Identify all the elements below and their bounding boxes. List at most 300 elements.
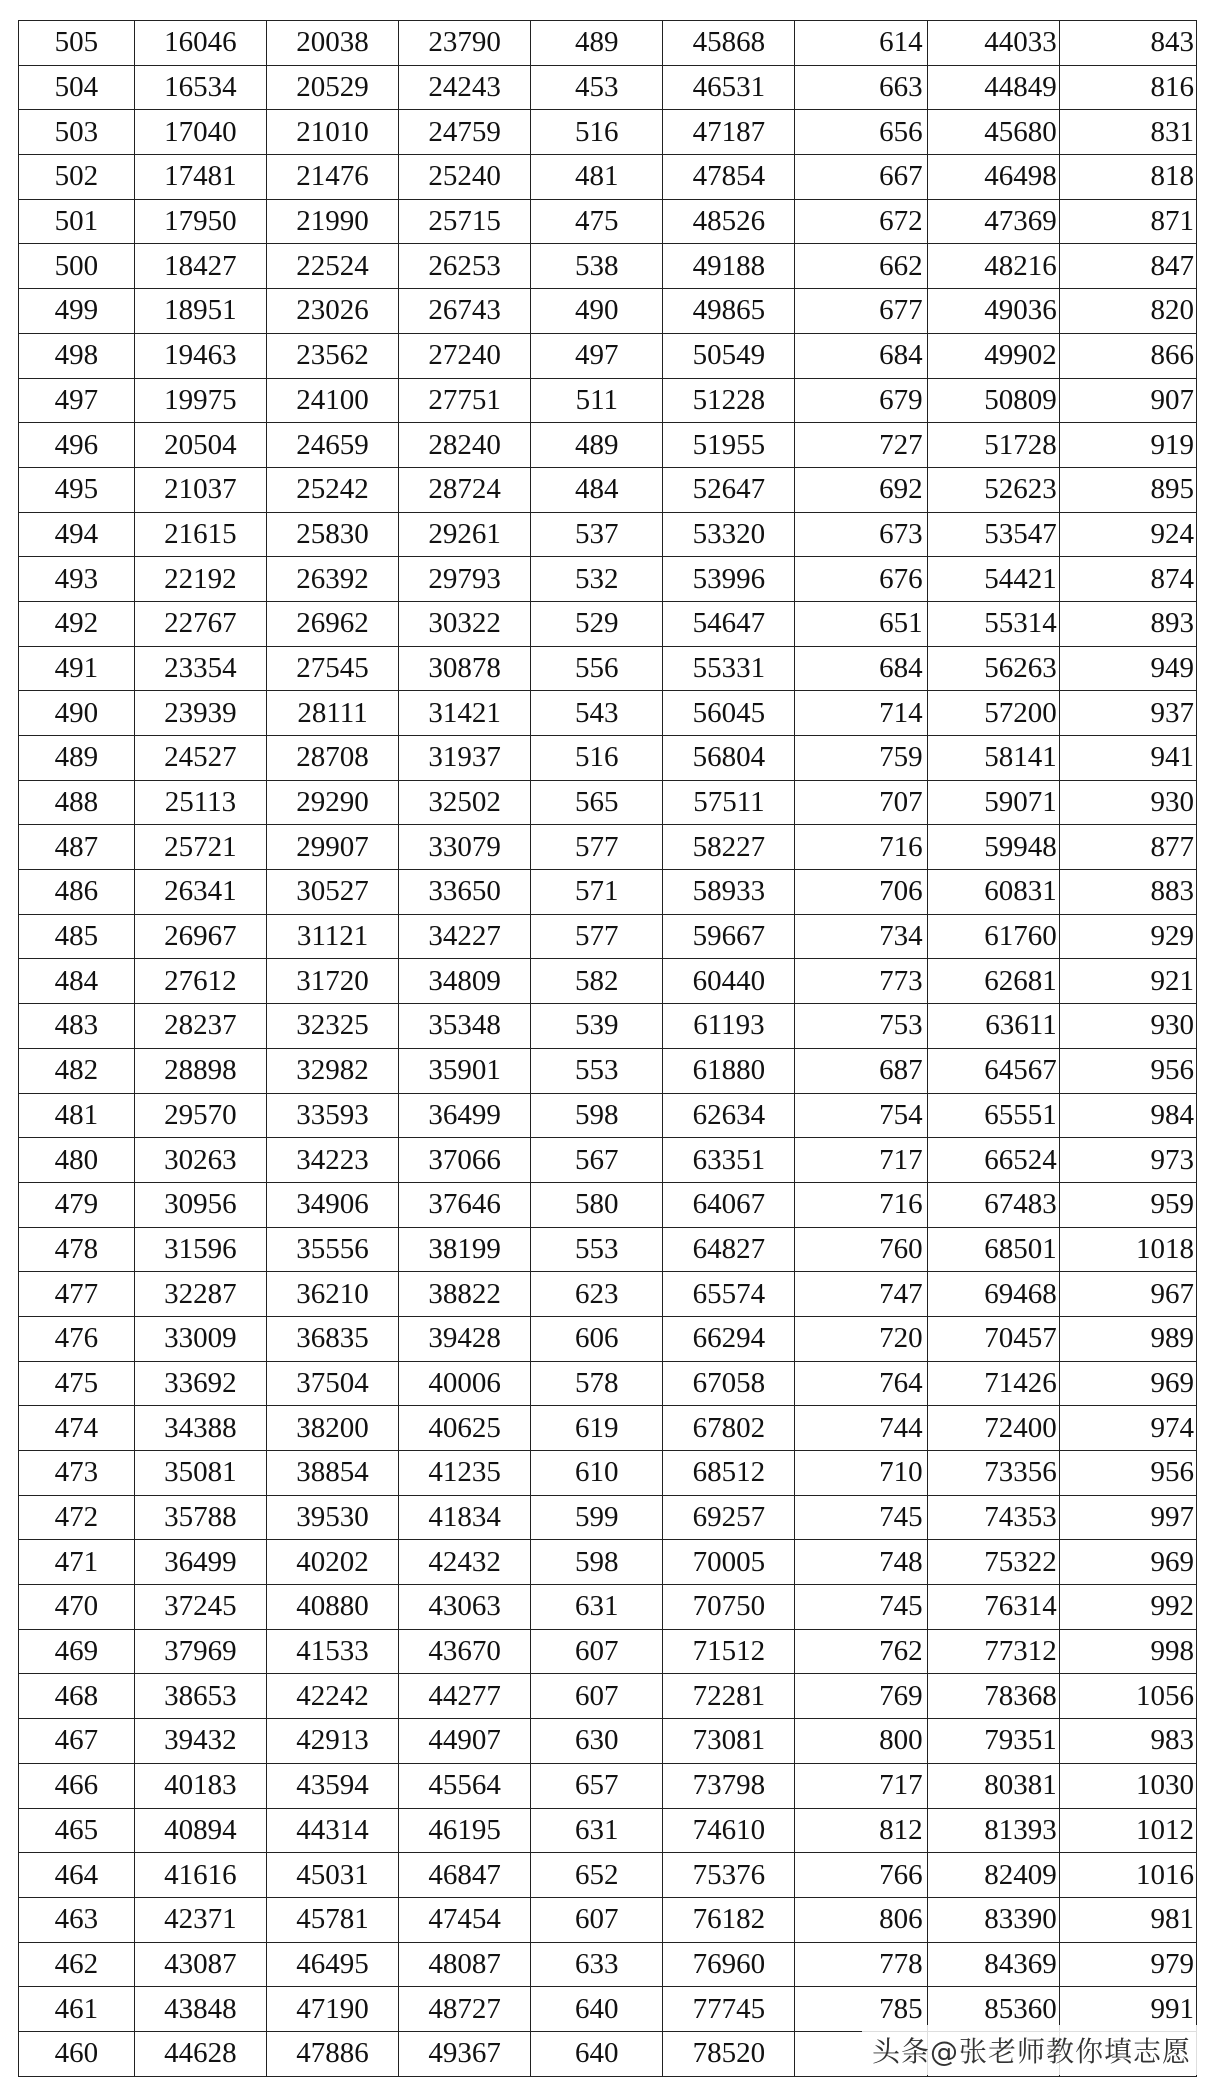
table-cell: 72281 — [663, 1674, 795, 1719]
table-cell: 1030 — [1059, 1763, 1196, 1808]
table-cell: 59667 — [663, 914, 795, 959]
table-cell: 73798 — [663, 1763, 795, 1808]
table-cell: 461 — [19, 1987, 135, 2032]
table-cell: 883 — [1059, 870, 1196, 915]
table-cell: 33009 — [134, 1316, 266, 1361]
table-cell: 537 — [531, 512, 663, 557]
table-cell: 60831 — [927, 870, 1059, 915]
table-row — [19, 289, 1197, 334]
table-row — [19, 691, 1197, 736]
table-row — [19, 1853, 1197, 1898]
table-cell: 43594 — [266, 1763, 398, 1808]
table-cell: 32502 — [399, 780, 531, 825]
table-cell: 38653 — [134, 1674, 266, 1719]
table-cell: 62681 — [927, 959, 1059, 1004]
table-cell: 34388 — [134, 1406, 266, 1451]
table-cell: 747 — [795, 1272, 927, 1317]
table-cell: 28240 — [399, 423, 531, 468]
table-cell: 490 — [19, 691, 135, 736]
table-cell: 31421 — [399, 691, 531, 736]
table-cell: 33650 — [399, 870, 531, 915]
table-cell: 494 — [19, 512, 135, 557]
table-cell: 453 — [531, 65, 663, 110]
table-cell: 66294 — [663, 1316, 795, 1361]
table-row — [19, 378, 1197, 423]
table-cell: 28111 — [266, 691, 398, 736]
table-cell: 26967 — [134, 914, 266, 959]
table-cell: 607 — [531, 1897, 663, 1942]
table-cell: 662 — [795, 244, 927, 289]
table-cell: 55314 — [927, 601, 1059, 646]
table-cell: 652 — [531, 1853, 663, 1898]
table-cell: 847 — [1059, 244, 1196, 289]
table-row — [19, 1093, 1197, 1138]
table-cell: 22767 — [134, 601, 266, 646]
table-cell: 816 — [1059, 65, 1196, 110]
table-cell: 29261 — [399, 512, 531, 557]
table-cell: 919 — [1059, 423, 1196, 468]
table-cell: 23354 — [134, 646, 266, 691]
table-cell: 70005 — [663, 1540, 795, 1585]
table-cell: 74353 — [927, 1495, 1059, 1540]
table-cell: 20529 — [266, 65, 398, 110]
table-cell: 49865 — [663, 289, 795, 334]
table-cell: 52623 — [927, 467, 1059, 512]
table-cell: 614 — [795, 21, 927, 66]
table-cell: 51228 — [663, 378, 795, 423]
table-cell: 33692 — [134, 1361, 266, 1406]
table-cell: 67058 — [663, 1361, 795, 1406]
table-cell: 924 — [1059, 512, 1196, 557]
table-cell: 497 — [19, 378, 135, 423]
table-cell: 35788 — [134, 1495, 266, 1540]
table-cell: 73081 — [663, 1719, 795, 1764]
table-cell: 471 — [19, 1540, 135, 1585]
table-cell: 484 — [19, 959, 135, 1004]
table-cell: 937 — [1059, 691, 1196, 736]
table-cell: 22192 — [134, 557, 266, 602]
table-cell: 76314 — [927, 1585, 1059, 1630]
table-cell: 20038 — [266, 21, 398, 66]
table-cell: 53320 — [663, 512, 795, 557]
table-cell: 67802 — [663, 1406, 795, 1451]
table-cell: 44628 — [134, 2031, 266, 2076]
table-cell: 57200 — [927, 691, 1059, 736]
table-cell: 44907 — [399, 1719, 531, 1764]
table-cell: 500 — [19, 244, 135, 289]
table-cell: 481 — [531, 155, 663, 200]
table-cell: 619 — [531, 1406, 663, 1451]
table-cell: 36835 — [266, 1316, 398, 1361]
table-cell: 539 — [531, 1004, 663, 1049]
table-cell: 565 — [531, 780, 663, 825]
table-cell: 769 — [795, 1674, 927, 1719]
table-body — [19, 21, 1197, 2077]
table-cell: 56045 — [663, 691, 795, 736]
table-cell: 23026 — [266, 289, 398, 334]
table-cell: 481 — [19, 1093, 135, 1138]
table-cell: 35348 — [399, 1004, 531, 1049]
table-cell: 716 — [795, 825, 927, 870]
table-cell: 37969 — [134, 1629, 266, 1674]
table-row — [19, 1808, 1197, 1853]
table-cell: 48526 — [663, 199, 795, 244]
table-cell: 973 — [1059, 1138, 1196, 1183]
table-cell: 493 — [19, 557, 135, 602]
table-row — [19, 736, 1197, 781]
table-cell: 640 — [531, 2031, 663, 2076]
table-cell: 33593 — [266, 1093, 398, 1138]
table-cell: 75376 — [663, 1853, 795, 1898]
table-cell: 25242 — [266, 467, 398, 512]
table-cell: 78368 — [927, 1674, 1059, 1719]
table-cell: 76182 — [663, 1897, 795, 1942]
table-cell: 72400 — [927, 1406, 1059, 1451]
table-cell: 871 — [1059, 199, 1196, 244]
table-cell: 80381 — [927, 1763, 1059, 1808]
table-cell: 496 — [19, 423, 135, 468]
table-cell: 764 — [795, 1361, 927, 1406]
table-cell: 785 — [795, 1987, 927, 2032]
table-cell: 47454 — [399, 1897, 531, 1942]
table-cell: 998 — [1059, 1629, 1196, 1674]
table-cell: 24659 — [266, 423, 398, 468]
table-cell: 58227 — [663, 825, 795, 870]
table-cell: 706 — [795, 870, 927, 915]
table-cell: 663 — [795, 65, 927, 110]
table-cell: 40006 — [399, 1361, 531, 1406]
table-cell: 941 — [1059, 736, 1196, 781]
table-cell: 895 — [1059, 467, 1196, 512]
table-cell: 489 — [531, 423, 663, 468]
table-cell: 479 — [19, 1182, 135, 1227]
table-cell: 36499 — [134, 1540, 266, 1585]
table-cell: 983 — [1059, 1719, 1196, 1764]
table-cell: 23790 — [399, 21, 531, 66]
table-cell: 623 — [531, 1272, 663, 1317]
table-cell: 679 — [795, 378, 927, 423]
table-cell: 21010 — [266, 110, 398, 155]
table-row — [19, 199, 1197, 244]
table-cell: 77312 — [927, 1629, 1059, 1674]
table-cell: 83390 — [927, 1897, 1059, 1942]
table-cell: 30956 — [134, 1182, 266, 1227]
table-cell: 39432 — [134, 1719, 266, 1764]
table-cell: 631 — [531, 1808, 663, 1853]
table-cell: 45781 — [266, 1897, 398, 1942]
table-cell: 930 — [1059, 780, 1196, 825]
table-cell: 46495 — [266, 1942, 398, 1987]
table-cell: 553 — [531, 1048, 663, 1093]
table-cell: 482 — [19, 1048, 135, 1093]
table-cell: 19975 — [134, 378, 266, 423]
table-cell: 473 — [19, 1451, 135, 1496]
table-cell: 476 — [19, 1316, 135, 1361]
table-cell: 47369 — [927, 199, 1059, 244]
table-cell: 25830 — [266, 512, 398, 557]
table-cell: 73356 — [927, 1451, 1059, 1496]
table-cell: 31937 — [399, 736, 531, 781]
table-cell: 17950 — [134, 199, 266, 244]
table-cell: 31720 — [266, 959, 398, 1004]
table-cell: 921 — [1059, 959, 1196, 1004]
table-cell: 707 — [795, 780, 927, 825]
table-cell: 25721 — [134, 825, 266, 870]
table-cell: 19463 — [134, 333, 266, 378]
table-cell: 35901 — [399, 1048, 531, 1093]
table-cell: 470 — [19, 1585, 135, 1630]
table-cell: 30263 — [134, 1138, 266, 1183]
table-cell: 24100 — [266, 378, 398, 423]
table-cell: 492 — [19, 601, 135, 646]
table-cell: 30527 — [266, 870, 398, 915]
table-row — [19, 1763, 1197, 1808]
table-cell: 50549 — [663, 333, 795, 378]
table-cell: 56263 — [927, 646, 1059, 691]
table-cell: 34227 — [399, 914, 531, 959]
table-cell: 717 — [795, 1138, 927, 1183]
table-cell: 47187 — [663, 110, 795, 155]
table-cell: 556 — [531, 646, 663, 691]
table-cell: 745 — [795, 1585, 927, 1630]
table-cell: 40183 — [134, 1763, 266, 1808]
table-cell: 41616 — [134, 1853, 266, 1898]
table-row — [19, 1540, 1197, 1585]
table-cell: 24243 — [399, 65, 531, 110]
table-cell: 529 — [531, 601, 663, 646]
table-cell: 51955 — [663, 423, 795, 468]
table-cell: 36210 — [266, 1272, 398, 1317]
table-cell: 778 — [795, 1942, 927, 1987]
table-cell: 49036 — [927, 289, 1059, 334]
table-cell: 49902 — [927, 333, 1059, 378]
table-cell: 498 — [19, 333, 135, 378]
table-cell: 463 — [19, 1897, 135, 1942]
table-cell: 38199 — [399, 1227, 531, 1272]
table-row — [19, 155, 1197, 200]
table-cell: 979 — [1059, 1942, 1196, 1987]
table-cell: 61193 — [663, 1004, 795, 1049]
table-row — [19, 1629, 1197, 1674]
table-cell: 716 — [795, 1182, 927, 1227]
table-cell: 598 — [531, 1540, 663, 1585]
table-cell: 38854 — [266, 1451, 398, 1496]
table-cell: 84369 — [927, 1942, 1059, 1987]
table-cell: 489 — [19, 736, 135, 781]
table-row — [19, 1495, 1197, 1540]
table-cell: 475 — [19, 1361, 135, 1406]
table-cell: 949 — [1059, 646, 1196, 691]
table-cell: 68512 — [663, 1451, 795, 1496]
table-cell: 58933 — [663, 870, 795, 915]
table-cell: 65551 — [927, 1093, 1059, 1138]
table-cell: 44849 — [927, 65, 1059, 110]
table-cell: 69257 — [663, 1495, 795, 1540]
table-cell: 61760 — [927, 914, 1059, 959]
table-cell: 502 — [19, 155, 135, 200]
table-cell: 42913 — [266, 1719, 398, 1764]
table-row — [19, 1182, 1197, 1227]
table-cell: 26962 — [266, 601, 398, 646]
table-cell: 484 — [531, 467, 663, 512]
table-cell: 633 — [531, 1942, 663, 1987]
table-cell: 50809 — [927, 378, 1059, 423]
table-row — [19, 21, 1197, 66]
table-cell: 52647 — [663, 467, 795, 512]
table-cell: 877 — [1059, 825, 1196, 870]
table-cell: 806 — [795, 1897, 927, 1942]
table-cell: 812 — [795, 1808, 927, 1853]
table-cell: 46498 — [927, 155, 1059, 200]
table-cell: 516 — [531, 736, 663, 781]
table-cell: 598 — [531, 1093, 663, 1138]
table-cell: 48087 — [399, 1942, 531, 1987]
table-cell: 65574 — [663, 1272, 795, 1317]
table-cell: 21615 — [134, 512, 266, 557]
table-cell: 599 — [531, 1495, 663, 1540]
table-cell: 82409 — [927, 1853, 1059, 1898]
table-cell: 45868 — [663, 21, 795, 66]
table-row — [19, 870, 1197, 915]
table-cell: 754 — [795, 1093, 927, 1138]
table-cell: 692 — [795, 467, 927, 512]
table-cell: 488 — [19, 780, 135, 825]
table-cell: 47854 — [663, 155, 795, 200]
table-cell: 981 — [1059, 1897, 1196, 1942]
table-cell: 504 — [19, 65, 135, 110]
table-cell: 54421 — [927, 557, 1059, 602]
table-cell: 640 — [531, 1987, 663, 2032]
table-cell: 538 — [531, 244, 663, 289]
table-cell: 543 — [531, 691, 663, 736]
table-row — [19, 1361, 1197, 1406]
table-cell: 34906 — [266, 1182, 398, 1227]
table-cell: 44033 — [927, 21, 1059, 66]
table-cell: 47886 — [266, 2031, 398, 2076]
table-cell: 959 — [1059, 1182, 1196, 1227]
table-cell: 487 — [19, 825, 135, 870]
table-cell: 720 — [795, 1316, 927, 1361]
table-cell: 532 — [531, 557, 663, 602]
table-cell: 26743 — [399, 289, 531, 334]
table-cell: 18427 — [134, 244, 266, 289]
table-cell: 37066 — [399, 1138, 531, 1183]
table-cell: 21476 — [266, 155, 398, 200]
table-cell: 580 — [531, 1182, 663, 1227]
table-cell: 51728 — [927, 423, 1059, 468]
table-cell: 62634 — [663, 1093, 795, 1138]
table-cell: 472 — [19, 1495, 135, 1540]
table-cell: 29570 — [134, 1093, 266, 1138]
table-cell: 577 — [531, 825, 663, 870]
table-cell: 27612 — [134, 959, 266, 1004]
table-row — [19, 65, 1197, 110]
table-row — [19, 1227, 1197, 1272]
table-cell: 490 — [531, 289, 663, 334]
table-cell: 984 — [1059, 1093, 1196, 1138]
table-cell: 577 — [531, 914, 663, 959]
table-cell: 501 — [19, 199, 135, 244]
table-cell: 42371 — [134, 1897, 266, 1942]
table-cell: 684 — [795, 646, 927, 691]
table-row — [19, 914, 1197, 959]
table-cell: 25715 — [399, 199, 531, 244]
table-cell: 489 — [531, 21, 663, 66]
table-cell: 486 — [19, 870, 135, 915]
table-row — [19, 557, 1197, 602]
table-cell: 831 — [1059, 110, 1196, 155]
table-cell: 553 — [531, 1227, 663, 1272]
table-row — [19, 1942, 1197, 1987]
table-cell: 578 — [531, 1361, 663, 1406]
table-cell: 71512 — [663, 1629, 795, 1674]
table-cell: 35556 — [266, 1227, 398, 1272]
table-cell: 516 — [531, 110, 663, 155]
table-cell: 687 — [795, 1048, 927, 1093]
table-cell: 75322 — [927, 1540, 1059, 1585]
table-cell: 475 — [531, 199, 663, 244]
table-cell: 70750 — [663, 1585, 795, 1630]
table-cell: 47190 — [266, 1987, 398, 2032]
table-cell: 46195 — [399, 1808, 531, 1853]
table-cell: 78520 — [663, 2031, 795, 2076]
table-cell: 46847 — [399, 1853, 531, 1898]
table-cell: 989 — [1059, 1316, 1196, 1361]
table-cell: 24759 — [399, 110, 531, 155]
table-cell: 672 — [795, 199, 927, 244]
table-cell: 66524 — [927, 1138, 1059, 1183]
table-row — [19, 825, 1197, 870]
watermark-text: 头条@张老师教你填志愿 — [871, 2035, 1191, 2068]
table-cell: 630 — [531, 1719, 663, 1764]
table-cell: 503 — [19, 110, 135, 155]
table-row — [19, 1048, 1197, 1093]
table-cell: 491 — [19, 646, 135, 691]
table-cell: 16046 — [134, 21, 266, 66]
table-cell: 25113 — [134, 780, 266, 825]
table-cell: 567 — [531, 1138, 663, 1183]
table-cell: 607 — [531, 1629, 663, 1674]
table-cell: 485 — [19, 914, 135, 959]
table-cell: 55331 — [663, 646, 795, 691]
table-cell: 45564 — [399, 1763, 531, 1808]
table-cell: 60440 — [663, 959, 795, 1004]
table-cell: 63351 — [663, 1138, 795, 1183]
table-cell: 39428 — [399, 1316, 531, 1361]
table-cell: 43670 — [399, 1629, 531, 1674]
table-cell: 745 — [795, 1495, 927, 1540]
table-cell: 29793 — [399, 557, 531, 602]
table-cell: 41235 — [399, 1451, 531, 1496]
table-cell: 820 — [1059, 289, 1196, 334]
table-cell: 77745 — [663, 1987, 795, 2032]
table-cell: 71426 — [927, 1361, 1059, 1406]
table-cell: 49188 — [663, 244, 795, 289]
table-cell: 462 — [19, 1942, 135, 1987]
table-row — [19, 646, 1197, 691]
table-cell: 21037 — [134, 467, 266, 512]
table-cell: 58141 — [927, 736, 1059, 781]
table-cell: 64567 — [927, 1048, 1059, 1093]
table-cell: 16534 — [134, 65, 266, 110]
table-cell: 43063 — [399, 1585, 531, 1630]
table-cell: 956 — [1059, 1451, 1196, 1496]
table-cell: 460 — [19, 2031, 135, 2076]
table-cell: 497 — [531, 333, 663, 378]
table-cell: 30322 — [399, 601, 531, 646]
table-cell: 37646 — [399, 1182, 531, 1227]
table-cell: 967 — [1059, 1272, 1196, 1317]
